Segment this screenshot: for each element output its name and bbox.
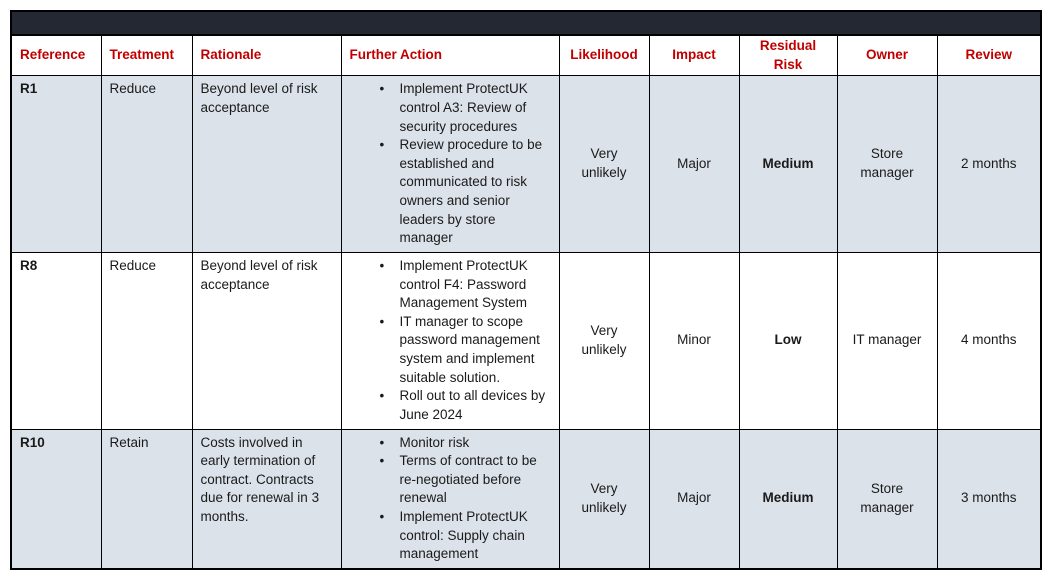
cell-rationale: Beyond level of risk acceptance bbox=[192, 252, 341, 429]
cell-likelihood: Very unlikely bbox=[559, 252, 649, 429]
cell-impact: Major bbox=[649, 429, 739, 569]
cell-reference: R8 bbox=[11, 252, 101, 429]
cell-treatment: Reduce bbox=[101, 76, 192, 253]
further-action-item: • Monitor risk bbox=[380, 434, 551, 453]
table-row bbox=[11, 76, 1041, 253]
cell-owner: Store manager bbox=[837, 429, 937, 569]
further-action-item: • Terms of contract to be re-negotiated before renewal bbox=[380, 452, 551, 508]
further-action-item: • IT manager to scope password management system and implement suitable solution. bbox=[380, 313, 551, 388]
column-header-reference: Reference bbox=[11, 35, 101, 76]
cell-treatment: Reduce bbox=[101, 252, 192, 429]
further-action-item: • Implement ProtectUK control F4: Password Management System bbox=[380, 257, 551, 313]
cell-reference: R10 bbox=[11, 429, 101, 569]
column-header-further-action: Further Action bbox=[341, 35, 559, 76]
further-action-item: • Review procedure to be established and communicated to risk owners and senior leaders by store manager bbox=[380, 136, 551, 248]
cell-owner: IT manager bbox=[837, 252, 937, 429]
cell-treatment: Retain bbox=[101, 429, 192, 569]
cell-reference: R1 bbox=[11, 76, 101, 253]
column-header-residual-risk: Residual Risk bbox=[739, 35, 837, 76]
cell-review: 3 months bbox=[937, 429, 1041, 569]
table-row bbox=[11, 11, 1041, 35]
table-header-row bbox=[11, 35, 1041, 76]
column-header-treatment: Treatment bbox=[101, 35, 192, 76]
cell-further-action bbox=[341, 252, 559, 429]
table-row bbox=[11, 252, 1041, 429]
further-action-list bbox=[350, 257, 551, 425]
column-header-likelihood: Likelihood bbox=[559, 35, 649, 76]
further-action-item: • Implement ProtectUK control A3: Review of security procedures bbox=[380, 80, 551, 136]
cell-further-action bbox=[341, 76, 559, 253]
cell-further-action bbox=[341, 429, 559, 569]
column-header-review: Review bbox=[937, 35, 1041, 76]
cell-impact: Minor bbox=[649, 252, 739, 429]
further-action-list bbox=[350, 434, 551, 564]
further-action-list bbox=[350, 80, 551, 248]
cell-owner: Store manager bbox=[837, 76, 937, 253]
cell-impact: Major bbox=[649, 76, 739, 253]
column-header-owner: Owner bbox=[837, 35, 937, 76]
cell-rationale: Costs involved in early termination of contract. Contracts due for renewal in 3 months. bbox=[192, 429, 341, 569]
cell-residual-risk: Medium bbox=[739, 429, 837, 569]
table-title-banner bbox=[11, 11, 1041, 35]
cell-likelihood: Very unlikely bbox=[559, 429, 649, 569]
cell-likelihood: Very unlikely bbox=[559, 76, 649, 253]
cell-residual-risk: Medium bbox=[739, 76, 837, 253]
further-action-item: • Roll out to all devices by June 2024 bbox=[380, 387, 551, 424]
column-header-rationale: Rationale bbox=[192, 35, 341, 76]
further-action-item: • Implement ProtectUK control: Supply chain management bbox=[380, 508, 551, 564]
risk-treatment-table bbox=[10, 10, 1042, 570]
cell-review: 2 months bbox=[937, 76, 1041, 253]
cell-review: 4 months bbox=[937, 252, 1041, 429]
table-row bbox=[11, 429, 1041, 569]
cell-rationale: Beyond level of risk acceptance bbox=[192, 76, 341, 253]
column-header-impact: Impact bbox=[649, 35, 739, 76]
cell-residual-risk: Low bbox=[739, 252, 837, 429]
